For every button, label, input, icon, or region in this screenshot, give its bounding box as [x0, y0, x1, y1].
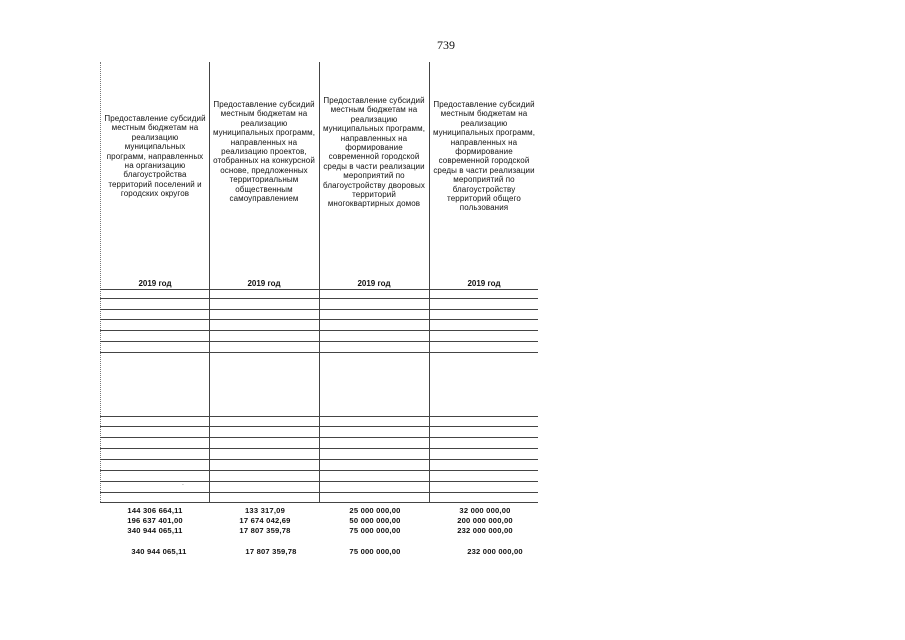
row-rule — [100, 352, 538, 353]
row-rule — [100, 470, 538, 471]
value-col3-row2: 50 000 000,00 — [349, 516, 401, 525]
column-divider-1 — [209, 62, 210, 502]
row-rule — [100, 416, 538, 417]
row-rule — [100, 437, 538, 438]
stray-mark: ` — [182, 485, 184, 491]
value-col4-row3: 232 000 000,00 — [457, 526, 513, 535]
value-col1-row1: 144 306 664,11 — [127, 506, 183, 515]
row-rule — [100, 330, 538, 331]
year-label-1: 2019 год — [138, 279, 172, 288]
table-left-border — [100, 62, 101, 502]
row-rule — [100, 426, 538, 427]
row-rule — [100, 289, 538, 290]
row-rule — [100, 481, 538, 482]
year-label-3: 2019 год — [357, 279, 391, 288]
row-rule — [100, 341, 538, 342]
value-col2-row1: 133 317,09 — [244, 506, 285, 515]
row-rule — [100, 459, 538, 460]
value-col1-row2: 196 637 401,00 — [127, 516, 183, 525]
page-number: 739 — [437, 38, 455, 52]
year-label-2: 2019 год — [247, 279, 281, 288]
year-label-4: 2019 год — [467, 279, 501, 288]
row-rule — [100, 502, 538, 503]
row-rule — [100, 298, 538, 299]
value-col1-total: 340 944 065,11 — [131, 547, 187, 556]
value-col2-row3: 17 807 359,78 — [239, 526, 291, 535]
value-col4-row1: 32 000 000,00 — [459, 506, 511, 515]
column-header-2: Предоставление субсидий местным бюджетам на реализацию муниципальных программ, направленных на реализацию проектов, отобранных на конкурсной основе, предложенных территориальным общественным самоуправлением — [212, 100, 316, 204]
value-col3-total: 75 000 000,00 — [349, 547, 401, 556]
value-col2-row2: 17 674 042,69 — [239, 516, 291, 525]
row-rule — [100, 492, 538, 493]
value-col1-row3: 340 944 065,11 — [127, 526, 183, 535]
value-col3-row1: 25 000 000,00 — [349, 506, 401, 515]
row-rule — [100, 319, 538, 320]
row-rule — [100, 448, 538, 449]
value-col2-total: 17 807 359,78 — [245, 547, 297, 556]
column-header-3: Предоставление субсидий местным бюджетам на реализацию муниципальных программ, направленных на формирование современной городской среды в части реализации мероприятий по благоустройству дворовых территорий многоквартирных домов — [322, 96, 426, 209]
column-header-1: Предоставление субсидий местным бюджетам на реализацию муниципальных программ, направленных на организацию благоустройства территорий поселений и городских округов — [104, 114, 206, 199]
value-col4-row2: 200 000 000,00 — [457, 516, 513, 525]
column-divider-2 — [319, 62, 320, 502]
value-col3-row3: 75 000 000,00 — [349, 526, 401, 535]
value-col4-total: 232 000 000,00 — [467, 547, 523, 556]
column-divider-3 — [429, 62, 430, 502]
row-rule — [100, 309, 538, 310]
column-header-4: Предоставление субсидий местным бюджетам на реализацию муниципальных программ, направленных на формирование современной городской среды в части реализации мероприятий по благоустройству территорий общего пользования — [432, 100, 536, 213]
